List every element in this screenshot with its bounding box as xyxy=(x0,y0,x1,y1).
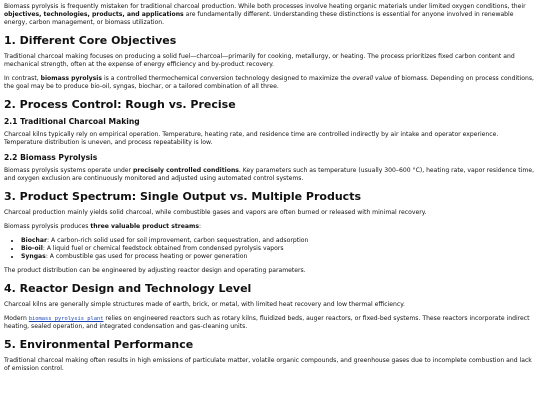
paragraph: Modern biomass pyrolysis plant relies on engineered reactors such as rotary kilns, fluidized beds, auger reactors, or fixed-bed systems. These reactors incorporate indirect heating, sealed operation, and integrated condensation and gas-cleaning units. xyxy=(4,315,530,330)
paragraph: The product distribution can be engineered by adjusting reactor design and operating parameters. xyxy=(4,267,306,274)
section-heading-environment: 5. Environmental Performance xyxy=(4,338,194,351)
section-heading-process-control: 2. Process Control: Rough vs. Precise xyxy=(4,98,236,111)
product-list xyxy=(4,237,536,261)
intro-paragraph: Biomass pyrolysis is frequently mistaken for traditional charcoal production. While both processes involve heating organic materials under limited oxygen conditions, their objectives, technologies, products, and applications are fundamentally different. Understanding these distinctions is essential for anyone involved in renewable energy, carbon management, or biomass utilization. xyxy=(4,3,526,26)
paragraph: In contrast, biomass pyrolysis is a controlled thermochemical conversion technology designed to maximize the overall value of biomass. Depending on process conditions, the goal may be to produce bio-oil, syngas, biochar, or a tailored combination of all three. xyxy=(4,75,534,90)
paragraph: Traditional charcoal making focuses on producing a solid fuel—charcoal—primarily for cooking, metallurgy, or heating. The process prioritizes fixed carbon content and mechanical strength, often at the expense of energy efficiency and by-product recovery. xyxy=(4,53,515,68)
paragraph: Biomass pyrolysis systems operate under precisely controlled conditions. Key parameters such as temperature (usually 300–600 °C), heating rate, vapor residence time, and oxygen exclusion are continuously monitored and adjusted using automated control systems. xyxy=(4,167,535,182)
list-item: • Biochar: A carbon-rich solid used for soil improvement, carbon sequestration, and adsorption xyxy=(21,237,536,245)
paragraph: Traditional charcoal making often results in high emissions of particulate matter, volatile organic compounds, and greenhouse gases due to incomplete combustion and lack of emission control. xyxy=(4,357,532,372)
paragraph: Charcoal kilns typically rely on empirical operation. Temperature, heating rate, and residence time are controlled indirectly by air intake and operator experience. Temperature distribution is uneven, and process repeatability is low. xyxy=(4,131,499,146)
paragraph: Biomass pyrolysis produces three valuable product streams: xyxy=(4,223,202,230)
list-item: • Bio-oil: A liquid fuel or chemical feedstock obtained from condensed pyrolysis vapors xyxy=(21,245,536,253)
section-heading-objectives: 1. Different Core Objectives xyxy=(4,34,177,47)
pyrolysis-plant-link[interactable]: biomass pyrolysis plant xyxy=(28,316,104,322)
list-item: • Syngas: A combustible gas used for process heating or power generation xyxy=(21,253,536,261)
paragraph: Charcoal production mainly yields solid charcoal, while combustible gases and vapors are often burned or released with minimal recovery. xyxy=(4,209,427,216)
section-heading-products: 3. Product Spectrum: Single Output vs. Multiple Products xyxy=(4,190,362,203)
paragraph: Charcoal kilns are generally simple structures made of earth, brick, or metal, with limited heat recovery and low thermal efficiency. xyxy=(4,301,405,308)
subheading-charcoal: 2.1 Traditional Charcoal Making xyxy=(4,117,140,126)
subheading-pyrolysis: 2.2 Biomass Pyrolysis xyxy=(4,153,98,162)
section-heading-reactor: 4. Reactor Design and Technology Level xyxy=(4,282,252,295)
